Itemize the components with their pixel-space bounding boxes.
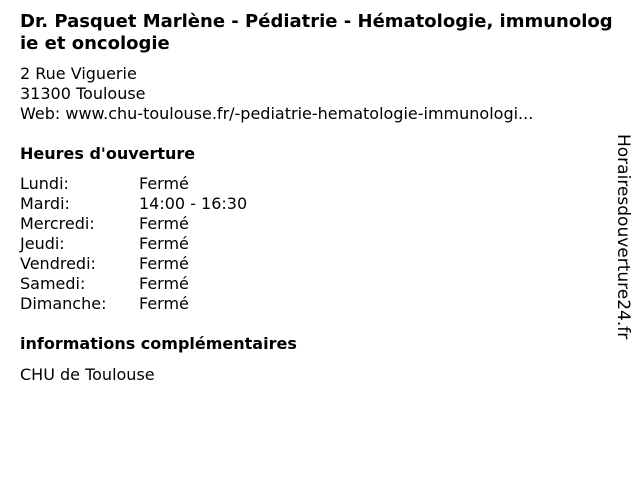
- city-postal: 31300 Toulouse: [20, 84, 146, 103]
- hours-row: [20, 194, 247, 214]
- hours-heading: Heures d'ouverture: [20, 144, 196, 163]
- day-hours: Fermé: [139, 214, 189, 233]
- hours-row: [20, 254, 247, 274]
- day-hours: Fermé: [139, 274, 189, 293]
- day-hours: Fermé: [139, 254, 189, 273]
- address-block: [20, 64, 533, 124]
- day-hours: 14:00 - 16:30: [139, 194, 248, 213]
- day-label: Jeudi:: [20, 234, 65, 253]
- day-label: Dimanche:: [20, 294, 107, 313]
- info-heading: informations complémentaires: [20, 334, 297, 353]
- day-hours: Fermé: [139, 294, 189, 313]
- hours-row: [20, 294, 247, 314]
- day-label: Mardi:: [20, 194, 70, 213]
- hours-row: [20, 234, 247, 254]
- hours-row: [20, 174, 247, 194]
- day-hours: Fermé: [139, 234, 189, 253]
- page-title: Dr. Pasquet Marlène - Pédiatrie - Hématologie, immunologie et oncologie: [20, 11, 613, 54]
- day-label: Lundi:: [20, 174, 69, 193]
- street-address: 2 Rue Viguerie: [20, 64, 137, 83]
- hours-row: [20, 214, 247, 234]
- day-hours: Fermé: [139, 174, 189, 193]
- website-link[interactable]: Web: www.chu-toulouse.fr/-pediatrie-hematologie-immunologi...: [20, 104, 534, 123]
- info-text: CHU de Toulouse: [20, 365, 155, 384]
- day-label: Samedi:: [20, 274, 86, 293]
- hours-table: [20, 174, 247, 314]
- day-label: Mercredi:: [20, 214, 95, 233]
- day-label: Vendredi:: [20, 254, 96, 273]
- hours-row: [20, 274, 247, 294]
- site-watermark: Horairesdouverture24.fr: [613, 134, 633, 340]
